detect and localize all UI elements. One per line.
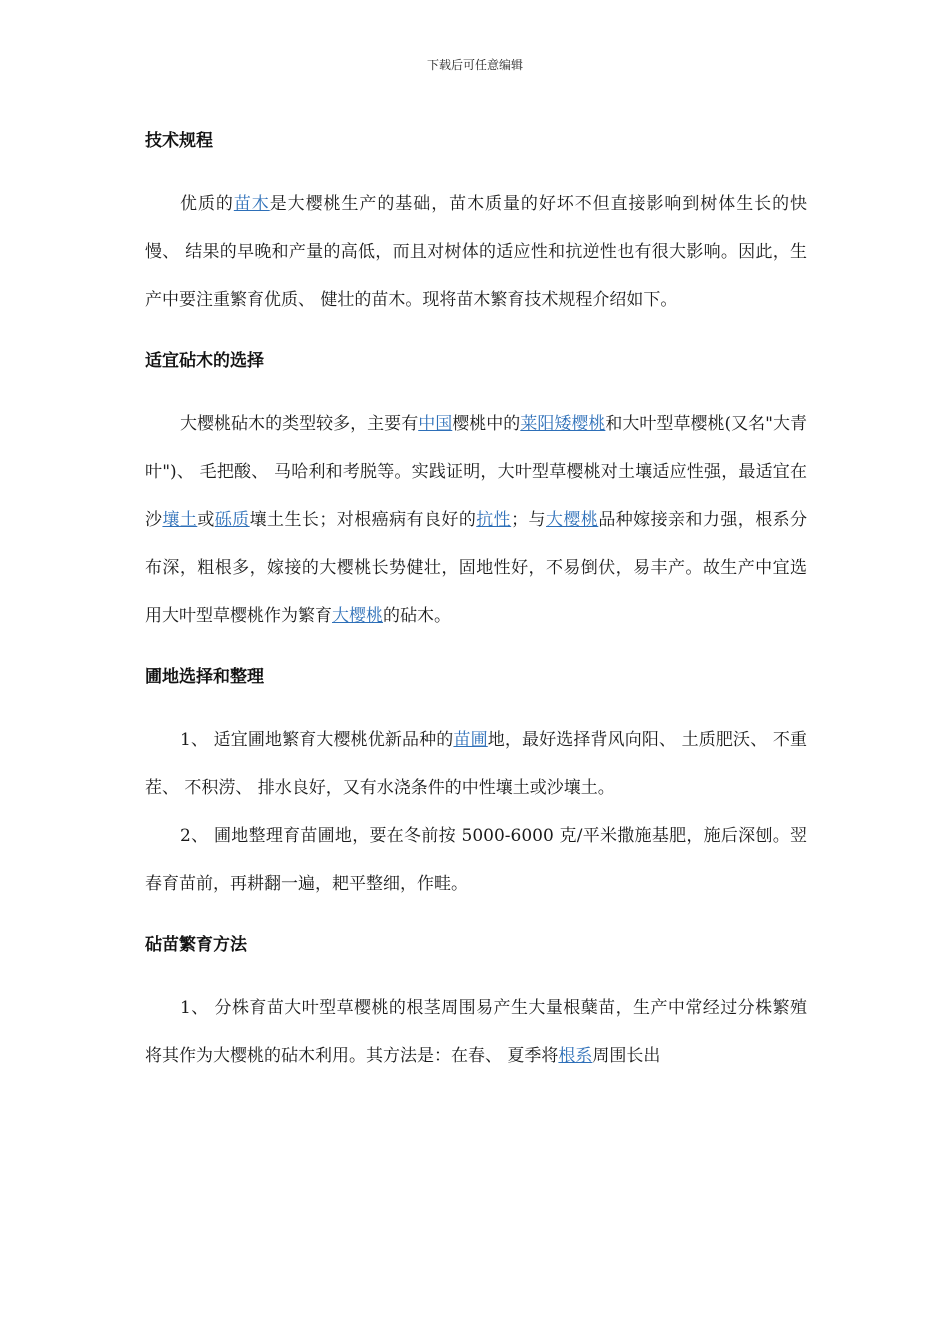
text-run: 是大樱桃生产的基础，苗木质量的好坏不但直接影响到树体生长的快慢、 结果的早晚和产量的高低，而且对树体的适应性和抗逆性也有很大影响。因此，生产中要注重繁育优质、 健壮的苗木。现将苗木繁育技术规程介绍如下。 — [145, 194, 808, 310]
section-heading-technical-rules: 技术规程 — [145, 131, 213, 151]
text-run: 周围长出 — [592, 1046, 661, 1066]
link-sweet-cherry-2[interactable]: 大樱桃 — [332, 606, 383, 626]
text-run: 的砧木。 — [383, 606, 451, 626]
paragraph-intro — [145, 180, 807, 324]
link-root-system[interactable]: 根系 — [558, 1046, 593, 1066]
section-heading-rootstock-propagation: 砧苗繁育方法 — [145, 935, 247, 955]
paragraph-rootstock — [145, 400, 807, 640]
link-loam[interactable]: 壤土 — [162, 510, 198, 530]
text-run: 品种嫁接亲和力强，根系分布深，粗根多，嫁接的大樱桃长势健壮，固地性好，不易倒伏，易丰产。故生产中宜选用大叶型草樱桃作为繁育 — [145, 510, 808, 626]
section-heading-nursery-land: 圃地选择和整理 — [145, 667, 264, 687]
paragraph-nursery-2: 2、 圃地整理育苗圃地，要在冬前按 5000-6000 克/平米撒施基肥，施后深刨。翌春育苗前，再耕翻一遍，耙平整细，作畦。 — [145, 826, 807, 894]
text-run: 壤土生长；对根癌病有良好的 — [249, 510, 477, 530]
text-run: 或 — [197, 510, 215, 530]
paragraph-nursery-1 — [145, 716, 807, 812]
link-resistance[interactable]: 抗性 — [476, 510, 512, 530]
text-run: 1、 适宜圃地繁育大樱桃优新品种的 — [180, 730, 454, 750]
link-nursery[interactable]: 苗圃 — [453, 730, 488, 750]
paragraph-propagation — [145, 984, 807, 1080]
document-body — [145, 122, 807, 1080]
text-run: 优质的 — [180, 194, 234, 214]
text-run: 1、 分株育苗大叶型草樱桃的根茎周围易产生大量根蘖苗，生产中常经过分株繁殖将其作为大樱桃的砧木利用。其方法是：在春、 夏季将 — [145, 998, 807, 1066]
link-gravel[interactable]: 砾质 — [214, 510, 250, 530]
text-run: ；与 — [511, 510, 546, 530]
link-seedling[interactable]: 苗木 — [233, 194, 270, 214]
text-run: 地，最好选择背风向阳、 土质肥沃、 不重茬、 不积涝、 排水良好，又有水浇条件的中性壤土或沙壤土。 — [145, 730, 807, 798]
link-laiyang-cherry[interactable]: 莱阳矮樱桃 — [520, 414, 606, 434]
text-run: 和大叶型草樱桃(又名"大青叶")、 毛把酸、 马哈利和考脱等。实践证明，大叶型草樱桃对土壤适应性强，最适宜在沙 — [145, 414, 808, 530]
text-run: 大樱桃砧木的类型较多，主要有 — [180, 414, 419, 434]
text-run: 樱桃中的 — [452, 414, 521, 434]
link-sweet-cherry[interactable]: 大樱桃 — [546, 510, 599, 530]
link-china[interactable]: 中国 — [418, 414, 453, 434]
section-heading-rootstock: 适宜砧木的选择 — [145, 351, 264, 371]
page-header-note: 下载后可任意编辑 — [426, 58, 523, 72]
